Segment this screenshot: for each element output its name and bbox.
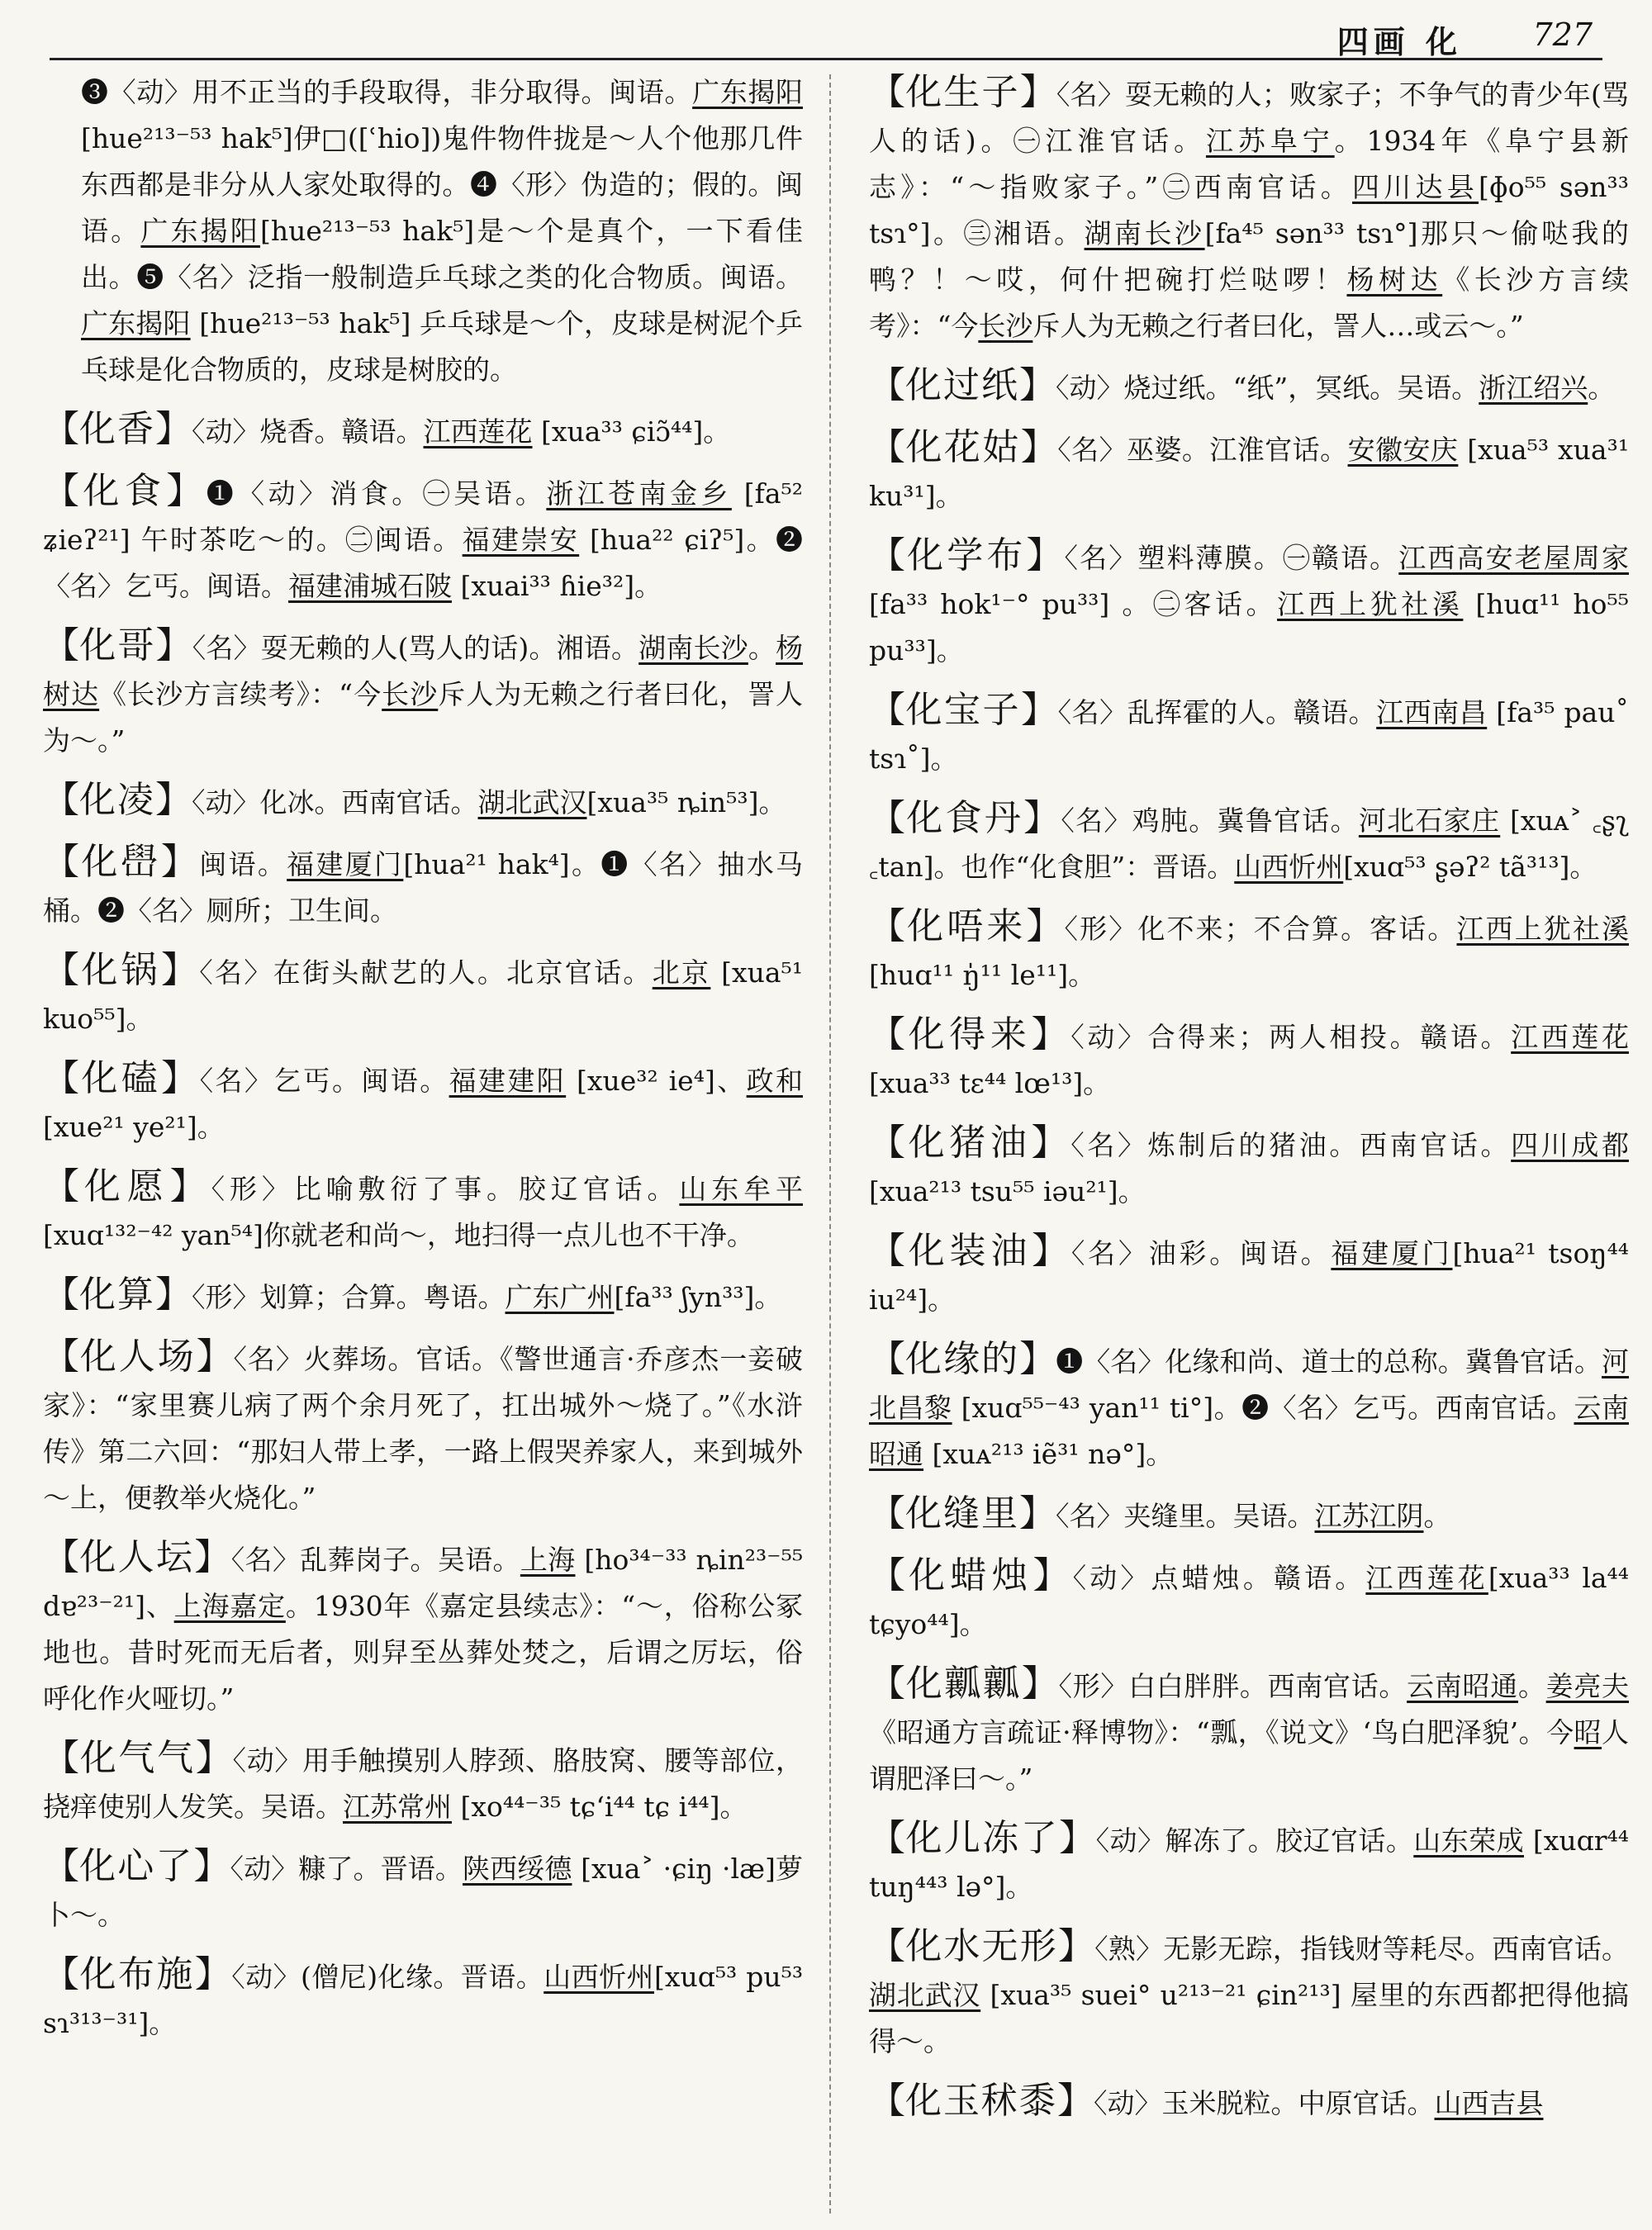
entry-xue	[43, 839, 803, 934]
entry-huagu	[869, 425, 1629, 520]
place-name: 浙江绍兴	[1479, 372, 1588, 404]
headword-bracket-open: 【	[43, 470, 83, 512]
definition-text: [xuɑ¹³²⁻⁴² yan⁵⁴]你就老和尚～，地扫得一点儿也不干净。	[43, 1219, 754, 1251]
headword-bracket-close: 】	[1031, 1013, 1071, 1056]
headword-bracket-close: 】	[155, 1274, 192, 1316]
headword: 化哥	[79, 624, 156, 667]
definition-text: 〈名〉在街头献艺的人。北京官话。	[199, 956, 653, 989]
entry-shuiwuxing	[869, 1924, 1629, 2065]
place-name: 江西南昌	[1376, 696, 1488, 728]
entry-lazhu	[869, 1553, 1629, 1648]
definition-text: 。	[1588, 372, 1616, 404]
headword-bracket-open: 【	[869, 1122, 909, 1164]
headword: 化水无形	[905, 1925, 1058, 1967]
entry-ling	[43, 777, 803, 826]
definition-text: 《长沙方言续考》：“今	[869, 263, 1629, 342]
entry-bushi	[43, 1952, 803, 2047]
place-name: 江西上犹社溪	[1456, 913, 1629, 945]
place-name: 湖北武汉	[869, 1979, 981, 2011]
headword-bracket-open: 【	[43, 1953, 80, 1995]
definition-text: [hue²¹³⁻⁵³ hak⁵]是～个是真个，一下看佳出。❺〈名〉泛指一般制造乒乓球之类的化合物质。闽语。	[81, 215, 803, 293]
headword-bracket-close: 】	[160, 841, 200, 883]
place-name: 江西上犹社溪	[1277, 588, 1464, 620]
headword-bracket-open: 【	[869, 1554, 909, 1597]
definition-text: 。	[1423, 1500, 1451, 1532]
headword-bracket-close: 】	[1026, 534, 1065, 576]
place-name: 广东揭阳	[81, 307, 191, 339]
entry-yuande	[869, 1336, 1629, 1478]
headword-bracket-open: 【	[869, 1817, 906, 1859]
headword: 化食丹	[906, 797, 1024, 839]
headword: 化人坛	[79, 1536, 195, 1578]
headword-bracket-close: 】	[169, 1165, 211, 1208]
headword-bracket-open: 【	[43, 1057, 82, 1099]
headword-bracket-open: 【	[869, 1925, 906, 1967]
place-name: 江西高安老屋周家	[1398, 542, 1629, 574]
headword: 化心了	[79, 1845, 194, 1887]
place-name: 广东揭阳	[692, 76, 803, 108]
headword: 化愿	[83, 1165, 170, 1208]
headword: 化气气	[79, 1737, 196, 1779]
headword-bracket-open: 【	[869, 1492, 905, 1535]
headword-bracket-close: 】	[195, 1737, 233, 1779]
headword-bracket-open: 【	[869, 71, 906, 113]
place-name: 浙江苍南金乡	[546, 477, 732, 510]
definition-text: 〈熟〉无影无踪，指钱财等耗尽。西南官话。	[1094, 1933, 1629, 1965]
place-name: 福建崇安	[462, 524, 580, 556]
definition-text: [hua²² ɕiʔ⁵]。❷〈名〉乞丐。闽语。	[43, 524, 803, 602]
definition-text: ❶〈名〉化缘和尚、道士的总称。冀鲁官话。	[1056, 1345, 1602, 1378]
place-name: 姜亮夫	[1545, 1670, 1629, 1702]
definition-text: 。	[1517, 1670, 1546, 1702]
place-name: 杨树达	[1346, 263, 1443, 296]
headword-bracket-open: 【	[43, 408, 79, 450]
definition-text: 〈名〉塑料薄膜。㊀赣语。	[1064, 542, 1399, 574]
definition-text: ❸〈动〉用不正当的手段取得，非分取得。闽语。	[81, 76, 693, 108]
place-name: 广东广州	[505, 1281, 615, 1313]
definition-text: [ɸo⁵⁵ sən³³ tsɿ°]。㊂湘语。	[869, 171, 1629, 249]
definition-text: [hue²¹³⁻⁵³ hak⁵]伊□([ʿhio])鬼件物件拢是～人个他那几件东西都是非分从人家处取得的。❹〈形〉伪造的；假的。闽语。	[81, 122, 803, 247]
headword-bracket-open: 【	[869, 534, 908, 576]
definition-text: 〈形〉白白胖胖。西南官话。	[1058, 1670, 1408, 1702]
headword: 化磕	[81, 1057, 162, 1099]
headword: 化算	[79, 1274, 155, 1316]
definition-text: 〈名〉乞丐。闽语。	[199, 1065, 449, 1097]
definition-text: [hua²¹ hak⁴]。❶〈名〉抽水马桶。❷〈名〉厕所；卫生间。	[43, 848, 803, 927]
running-header	[50, 12, 1602, 60]
headword-bracket-open: 【	[869, 797, 907, 839]
headword-bracket-open: 【	[869, 1230, 909, 1272]
entry-shidan	[869, 795, 1629, 890]
definition-text: [xuᴀ˃ ꜀ʂʅ ꜀tan]。也作“化食胆”：晋语。	[869, 804, 1629, 883]
entry-shengzi	[869, 69, 1629, 349]
place-name: 福建浦城石陂	[288, 570, 452, 602]
definition-text: 〈名〉夹缝里。吴语。	[1056, 1500, 1315, 1532]
definition-text: [xuɑ⁵³ pu⁵³ sɿ³¹³⁻³¹]。	[43, 1961, 803, 2039]
headword-bracket-close: 】	[1021, 1663, 1059, 1705]
entry-xinle	[43, 1843, 803, 1938]
headword: 化锅	[81, 949, 161, 991]
headword: 化生子	[905, 71, 1020, 113]
right-column	[869, 69, 1629, 2217]
definition-text: [xua⁵³ xua³¹ ku³¹]。	[869, 434, 1629, 512]
entry-wulai	[869, 904, 1629, 999]
headword-bracket-open: 【	[43, 779, 79, 821]
entry-renchang	[43, 1334, 803, 1521]
definition-text: 。1930年《嘉定县续志》：“～，俗称公冢地也。昔时死而无后者，则舁至丛葬处焚之，后谓之厉坛，俗呼化作火哑切。”	[43, 1590, 803, 1715]
headword-bracket-close: 】	[1019, 364, 1056, 406]
definition-text: 〈动〉化冰。西南官话。	[192, 786, 478, 818]
headword-bracket-close: 】	[1032, 1554, 1073, 1597]
entry-zhuangyou	[869, 1228, 1629, 1323]
column-divider	[829, 74, 831, 2213]
place-name: 江苏常州	[343, 1791, 452, 1823]
headword-bracket-close: 】	[1057, 1925, 1095, 1967]
place-name: 山西忻州	[1234, 851, 1344, 883]
place-name: 河北昌黎	[869, 1345, 1629, 1424]
headword-bracket-open: 【	[43, 1336, 80, 1378]
definition-text: 〈形〉划算；合算。粤语。	[192, 1281, 506, 1313]
headword-bracket-close: 】	[1021, 689, 1058, 731]
headword-bracket-close: 】	[1057, 2080, 1094, 2122]
headword-bracket-close: 】	[196, 1336, 234, 1378]
definition-text: 闽语。	[199, 848, 287, 880]
headword-bracket-close: 】	[155, 779, 192, 821]
entry-rentan	[43, 1535, 803, 1722]
entry-cont	[43, 69, 803, 393]
headword: 化过纸	[905, 364, 1019, 406]
headword-bracket-close: 】	[1059, 1817, 1096, 1859]
place-name: 湖南长沙	[1084, 217, 1205, 249]
headword: 化猪油	[908, 1122, 1032, 1164]
definition-text: 〈名〉耍无赖的人；败家子；不争气的青少年(骂人的话)。㊀江淮官话。	[869, 78, 1629, 157]
headword-bracket-close: 】	[1032, 1230, 1071, 1272]
definition-text: 。	[748, 632, 776, 664]
definition-text: 〈动〉用手触摸别人脖颈、胳肢窝、腰等部位，挠痒使别人发笑。吴语。	[43, 1744, 803, 1823]
entry-yushushu	[869, 2078, 1629, 2127]
definition-text: [xua²¹³ tsu⁵⁵ iəu²¹]。	[869, 1175, 1146, 1208]
definition-text: [xuɑ⁵³ ʂəʔ² tã³¹³]。	[1343, 851, 1597, 883]
headword-bracket-open: 【	[869, 364, 905, 406]
place-name: 政和	[746, 1065, 803, 1097]
definition-text: [xuᴀ²¹³ iẽ³¹ nə°]。	[923, 1438, 1174, 1470]
headword-bracket-close: 】	[1019, 71, 1056, 113]
definition-text: [fa³³ ʃyn³³]。	[614, 1281, 782, 1313]
headword: 化蜡烛	[909, 1554, 1033, 1597]
place-name: 湖南长沙	[638, 632, 748, 664]
definition-text: [huɑ¹¹ ho⁵⁵ pu³³]。	[869, 588, 1629, 667]
entry-erdongle	[869, 1815, 1629, 1910]
definition-text: 〈形〉化不来；不合算。客话。	[1064, 913, 1457, 945]
entry-baozi	[869, 687, 1629, 782]
entry-fengli	[869, 1491, 1629, 1540]
definition-text: [xua³⁵ ȵin⁵³]。	[586, 786, 786, 818]
definition-text: [xo⁴⁴⁻³⁵ tɕʻi⁴⁴ tɕ i⁴⁴]。	[452, 1791, 748, 1823]
entry-delai	[869, 1012, 1629, 1107]
headword-bracket-open: 【	[869, 1338, 906, 1380]
entry-ge	[43, 623, 803, 764]
definition-text: [fa³⁵ pau˚ tsɿ˚]。	[869, 696, 1629, 775]
definition-text: [xua³³ ɕiɔ̃⁴⁴]。	[532, 415, 731, 448]
headword-bracket-close: 】	[194, 1536, 231, 1578]
entry-qiqi	[43, 1735, 803, 1830]
definition-text: [xua⁵¹ kuo⁵⁵]。	[43, 956, 803, 1035]
definition-text: 〈名〉巫婆。江淮官话。	[1057, 434, 1348, 466]
headword-bracket-close: 】	[1019, 1492, 1056, 1535]
entry-guo	[43, 947, 803, 1042]
entry-suan	[43, 1272, 803, 1321]
definition-text: 斥人为无赖之行者曰化，詈人为～。”	[43, 678, 803, 757]
headword-bracket-open: 【	[869, 905, 908, 947]
definition-text: 〈名〉火葬场。官话。《警世通言·乔彦杰一妾破家》：“家里赛儿病了两个余月死了，扛出城外～烧了。”《水浒传》第二六回：“那妇人带上孝，一路上假哭养家人，来到城外～上，便教举火烧化。”	[43, 1343, 803, 1514]
headword: 化装油	[908, 1230, 1032, 1272]
headword-bracket-close: 】	[1019, 1338, 1056, 1380]
definition-text: [xua³³ la⁴⁴ tɕyo⁴⁴]。	[869, 1562, 1629, 1640]
headword-bracket-close: 】	[160, 949, 200, 991]
headword: 化布施	[79, 1953, 195, 1995]
place-name: 云南昭通	[1407, 1670, 1518, 1702]
entry-shi	[43, 468, 803, 610]
headword-bracket-close: 】	[166, 470, 206, 512]
headword-bracket-close: 】	[1023, 797, 1061, 839]
definition-text: [ho³⁴⁻³³ ȵin²³⁻⁵⁵ dɐ²³⁻²¹]、	[43, 1544, 803, 1622]
definition-text: 〈名〉乱挥霍的人。赣语。	[1057, 696, 1377, 728]
definition-text: 〈动〉糠了。晋语。	[230, 1853, 463, 1885]
headword-bracket-open: 【	[43, 1737, 80, 1779]
place-name: 山西忻州	[544, 1961, 654, 1993]
definition-text: 〈动〉合得来；两人相投。赣语。	[1070, 1021, 1512, 1053]
headword: 化花姑	[905, 426, 1021, 468]
entry-yuan	[43, 1164, 803, 1259]
definition-text: ❶〈动〉消食。㊀吴语。	[206, 477, 547, 510]
definition-text: [hue²¹³⁻⁵³ hak⁵] 乒乓球是～个，皮球是树泥个乒乓球是化合物质的，皮球是树胶的。	[81, 307, 803, 386]
headword-bracket-close: 】	[155, 408, 192, 450]
definition-text: [xua˃ ·ɕiŋ ·læ]萝卜～。	[43, 1853, 803, 1931]
headword-bracket-close: 】	[155, 624, 192, 667]
place-name: 四川达县	[1352, 171, 1479, 203]
definition-text: 《昭通方言疏证·释博物》：“瓢，《说文》‘鸟白肥泽貌’。今	[869, 1716, 1574, 1748]
place-name: 陕西绥德	[463, 1853, 572, 1885]
definition-text: 。1934年《阜宁县新志》：“～指败家子。”㊁西南官话。	[869, 125, 1629, 203]
place-name: 湖北武汉	[477, 786, 587, 818]
headword-bracket-open: 【	[869, 689, 906, 731]
headword: 化食	[83, 470, 167, 512]
headword: 化瓤瓤	[905, 1663, 1022, 1705]
definition-text: 〈形〉比喻敷衍了事。胶辽官话。	[211, 1173, 680, 1205]
place-name: 山西吉县	[1434, 2087, 1544, 2119]
headword-bracket-close: 】	[193, 1845, 230, 1887]
headword: 化嶨	[81, 841, 161, 883]
headword: 化宝子	[905, 689, 1022, 731]
place-name: 云南昭通	[869, 1392, 1629, 1470]
entry-zhuyou	[869, 1120, 1629, 1215]
entry-piaopiao	[869, 1661, 1629, 1802]
place-name: 江苏阜宁	[1205, 125, 1335, 157]
place-name: 长沙	[382, 678, 439, 710]
page-number: 727	[1532, 17, 1593, 53]
definition-text: [xue²¹ ye²¹]。	[43, 1111, 225, 1143]
place-name: 福建建阳	[449, 1065, 567, 1097]
definition-text: 〈动〉(僧尼)化缘。晋语。	[231, 1961, 544, 1993]
headword: 化儿冻了	[905, 1817, 1060, 1859]
headword-bracket-open: 【	[869, 1013, 909, 1056]
definition-text: 〈动〉玉米脱粒。中原官话。	[1094, 2087, 1435, 2119]
place-name: 昭	[1574, 1716, 1602, 1748]
headword-bracket-open: 【	[869, 1663, 906, 1705]
definition-text: 〈动〉解冻了。胶辽官话。	[1095, 1824, 1414, 1857]
definition-text: [xuɑ⁵⁵⁻⁴³ yan¹¹ ti°]。❷〈名〉乞丐。西南官话。	[952, 1392, 1574, 1424]
headword: 化唔来	[907, 905, 1027, 947]
place-name: 山东牟平	[679, 1173, 803, 1205]
headword-bracket-close: 】	[1031, 1122, 1071, 1164]
definition-text: [huɑ¹¹ ŋ̍¹¹ le¹¹]。	[869, 959, 1096, 991]
definition-text: 〈动〉烧香。赣语。	[192, 415, 424, 448]
place-name: 山东荣成	[1413, 1824, 1525, 1857]
definition-text: 〈名〉乱葬岗子。吴语。	[230, 1544, 520, 1576]
headword-bracket-close: 】	[1020, 426, 1058, 468]
definition-text: [fa³³ hok¹⁻° pu³³] 。㊁客话。	[869, 588, 1278, 620]
headword-bracket-close: 】	[194, 1953, 232, 1995]
place-name: 江西莲花	[423, 415, 533, 448]
headword-bracket-open: 【	[43, 949, 82, 991]
headword-bracket-open: 【	[869, 2080, 905, 2122]
definition-text: 〈动〉点蜡烛。赣语。	[1072, 1562, 1366, 1594]
definition-text: [fa⁵² ʑieʔ²¹] 午时茶吃～的。㊁闽语。	[43, 477, 803, 556]
headword-bracket-open: 【	[43, 1274, 79, 1316]
definition-text: [hua²¹ tsoŋ⁴⁴ iu²⁴]。	[869, 1237, 1629, 1316]
headword-bracket-open: 【	[869, 426, 906, 468]
headword: 化凌	[79, 779, 155, 821]
entry-guozhi	[869, 363, 1629, 411]
definition-text: [xue³² ie⁴]、	[566, 1065, 747, 1097]
headword-bracket-close: 】	[161, 1057, 200, 1099]
definition-text: 〈名〉鸡肫。冀鲁官话。	[1061, 804, 1359, 837]
place-name: 上海嘉定	[173, 1590, 286, 1622]
place-name: 杨树达	[43, 632, 803, 710]
left-column	[43, 69, 803, 2217]
definition-text: [xua³³ tɛ⁴⁴ lœ¹³]。	[869, 1067, 1111, 1099]
place-name: 上海	[520, 1544, 576, 1576]
headword: 化学布	[907, 534, 1027, 576]
place-name: 长沙	[978, 310, 1033, 342]
entry-ke	[43, 1056, 803, 1151]
place-name: 福建厦门	[287, 848, 404, 880]
headword: 化玉秫黍	[905, 2080, 1057, 2122]
headword-bracket-open: 【	[43, 1536, 80, 1578]
place-name: 安徽安庆	[1347, 434, 1459, 466]
entry-xuebu	[869, 533, 1629, 674]
definition-text: 〈名〉油彩。闽语。	[1070, 1237, 1332, 1269]
place-name: 四川成都	[1511, 1129, 1629, 1161]
definition-text: 〈名〉炼制后的猪油。西南官话。	[1070, 1129, 1512, 1161]
place-name: 江苏江阴	[1314, 1500, 1424, 1532]
headword: 化人场	[79, 1336, 197, 1378]
headword: 化香	[79, 408, 155, 450]
definition-text: 〈名〉耍无赖的人(骂人的话)。湘语。	[192, 632, 639, 664]
definition-text: 人谓肥泽曰～。”	[869, 1716, 1629, 1795]
definition-text: [xuɑr⁴⁴ tuŋ⁴⁴³ lə°]。	[869, 1824, 1629, 1903]
headword-bracket-close: 】	[1026, 905, 1065, 947]
definition-text: [fa⁴⁵ sən³³ tsɿ°]那只～偷哒我的鸭？！～哎，何什把碗打烂哒啰！	[869, 217, 1629, 296]
place-name: 福建厦门	[1331, 1237, 1453, 1269]
entry-xiang	[43, 406, 803, 455]
section-label: 四画 化	[1336, 23, 1462, 60]
definition-text: [xua³⁵ suei° u²¹³⁻²¹ ɕin²¹³] 屋里的东西都把得他搞得～。	[869, 1979, 1629, 2057]
headword: 化缘的	[905, 1338, 1020, 1380]
place-name: 江西莲花	[1511, 1021, 1629, 1053]
place-name: 江西莲花	[1365, 1562, 1488, 1594]
headword-bracket-open: 【	[43, 1845, 80, 1887]
definition-text: 〈动〉烧过纸。“纸”，冥纸。吴语。	[1056, 372, 1479, 404]
place-name: 广东揭阳	[140, 215, 261, 247]
place-name: 北京	[652, 956, 711, 989]
definition-text: [xuai³³ ɦie³²]。	[452, 570, 662, 602]
definition-text: 斥人为无赖之行者曰化，詈人…或云～。”	[1032, 310, 1524, 342]
headword-bracket-open: 【	[43, 1165, 84, 1208]
headword-bracket-open: 【	[43, 841, 82, 883]
headword: 化得来	[908, 1013, 1032, 1056]
place-name: 河北石家庄	[1358, 804, 1501, 837]
headword: 化缝里	[905, 1492, 1019, 1535]
headword-bracket-open: 【	[43, 624, 80, 667]
definition-text: 《长沙方言续考》：“今	[99, 678, 382, 710]
